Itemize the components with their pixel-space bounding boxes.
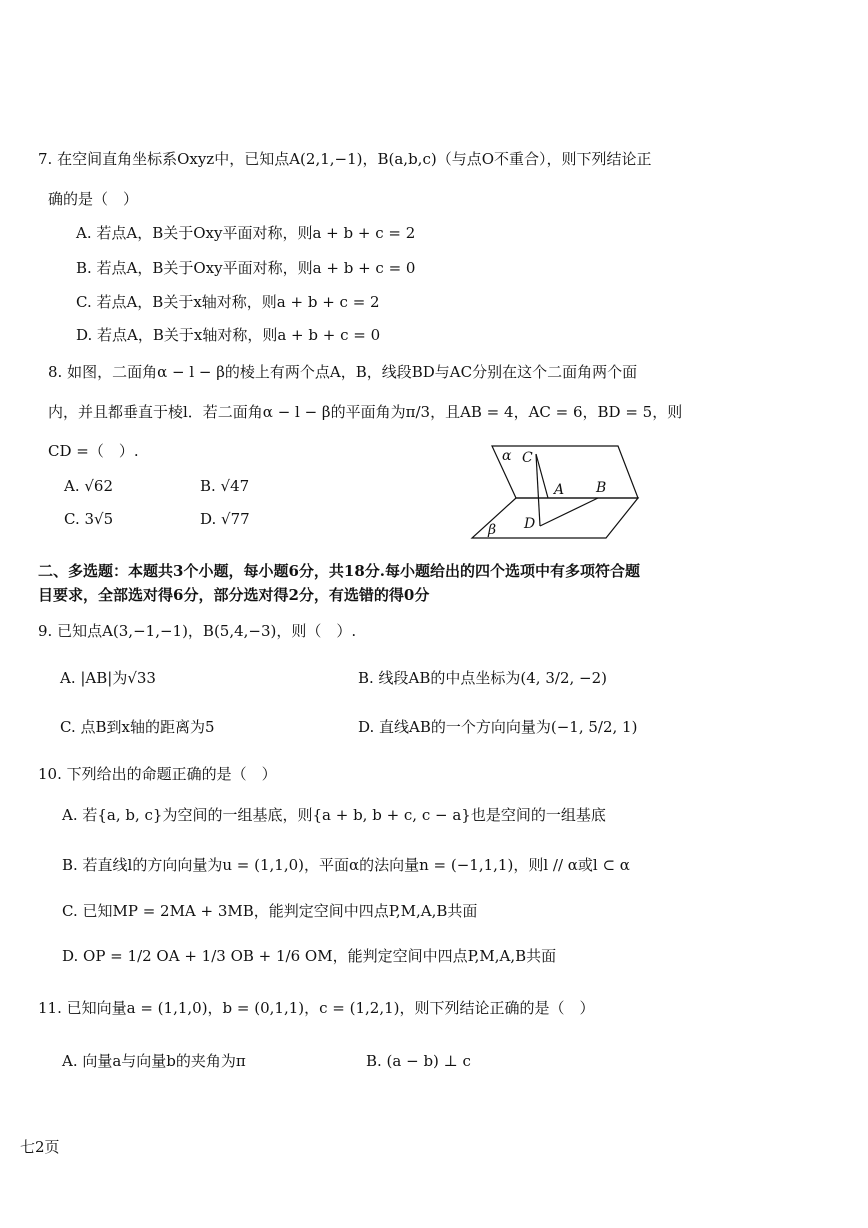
q7-option-b: B. 若点A，B关于Oxy平面对称，则a + b + c = 0: [76, 259, 416, 277]
plane-alpha: [492, 446, 638, 498]
q10-option-c: C. 已知MP = 2MA + 3MB，能判定空间中四点P,M,A,B共面: [62, 902, 478, 920]
q8-option-d: D. √77: [200, 510, 250, 528]
label-d: D: [524, 516, 536, 532]
q7-stem: 7. 在空间直角坐标系Oxyz中，已知点A(2,1,−1)，B(a,b,c)（与点O不重合），则下列结论正: [38, 150, 652, 168]
q8-option-b: B. √47: [200, 477, 250, 495]
q7-option-c: C. 若点A，B关于x轴对称，则a + b + c = 2: [76, 293, 380, 311]
q9-option-a: A. |AB|为√33: [60, 669, 156, 687]
q8-stem: 8. 如图，二面角α − l − β的棱上有两个点A，B，线段BD与AC分别在这个二面角两个面: [48, 363, 638, 381]
q9-option-d: D. 直线AB的一个方向向量为(−1, 5/2, 1): [358, 718, 638, 736]
dihedral-angle-figure: [468, 440, 644, 540]
section2-title-cont: 目要求，全部选对得6分，部分选对得2分，有选错的得0分: [38, 586, 430, 604]
q11-option-a: A. 向量a与向量b的夹角为π: [62, 1052, 246, 1070]
q11-stem: 11. 已知向量a = (1,1,0)，b = (0,1,1)，c = (1,2,1)，则下列结论正确的是（ ）: [38, 999, 595, 1017]
label-b: B: [596, 480, 607, 496]
q8-stem-cont: 内，并且都垂直于棱l．若二面角α − l − β的平面角为π/3，且AB = 4，AC = 6，BD = 5，则: [48, 403, 683, 421]
q8-stem-cont2: CD =（ ）.: [48, 442, 139, 460]
page-footer: 七2页: [20, 1138, 60, 1156]
q9-stem: 9. 已知点A(3,−1,−1)，B(5,4,−3)，则（ ）.: [38, 622, 357, 640]
q7-option-a: A. 若点A，B关于Oxy平面对称，则a + b + c = 2: [76, 224, 416, 242]
q10-stem: 10. 下列给出的命题正确的是（ ）: [38, 765, 277, 783]
q9-option-b: B. 线段AB的中点坐标为(4, 3/2, −2): [358, 669, 607, 687]
q10-option-a: A. 若{a, b, c}为空间的一组基底，则{a + b, b + c, c − a}也是空间的一组基底: [62, 806, 606, 824]
q8-option-c: C. 3√5: [64, 510, 114, 528]
section2-title: 二、多选题：本题共3个小题，每小题6分，共18分.每小题给出的四个选项中有多项符合题: [38, 562, 640, 580]
label-a: A: [554, 482, 565, 498]
q10-option-b: B. 若直线l的方向向量为u = (1,1,0)，平面α的法向量n = (−1,1,1)，则l // α或l ⊂ α: [62, 856, 630, 874]
q7-stem-cont: 确的是（ ）: [48, 190, 139, 208]
q10-option-d: D. OP = 1/2 OA + 1/3 OB + 1/6 OM，能判定空间中四点P,M,A,B共面: [62, 947, 557, 965]
q9-option-c: C. 点B到x轴的距离为5: [60, 718, 215, 736]
segment-bd: [540, 498, 598, 526]
label-beta: β: [488, 522, 497, 538]
q8-option-a: A. √62: [64, 477, 114, 495]
label-c: C: [522, 450, 533, 466]
q11-option-b: B. (a − b) ⊥ c: [366, 1052, 471, 1070]
plane-beta: [472, 498, 638, 538]
q7-option-d: D. 若点A，B关于x轴对称，则a + b + c = 0: [76, 326, 381, 344]
label-alpha: α: [502, 448, 512, 464]
